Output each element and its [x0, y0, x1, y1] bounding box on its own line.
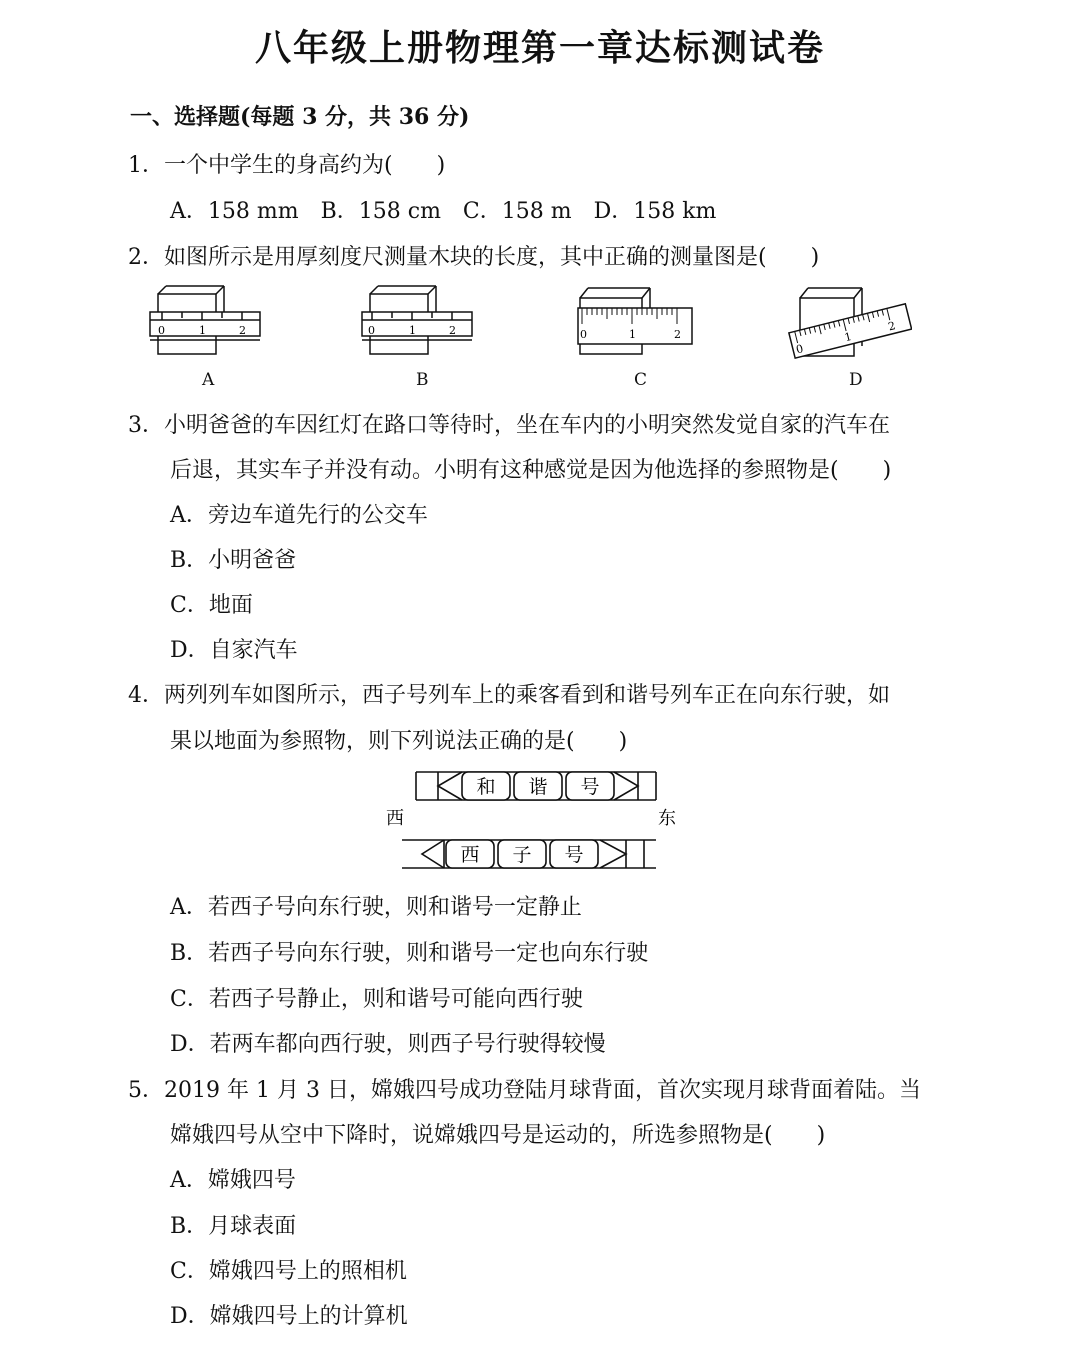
- question-2-stem: 2．如图所示是用厚刻度尺测量木块的长度，其中正确的测量图是( ): [128, 245, 820, 270]
- question-5-option-c: C．嫦娥四号上的照相机: [170, 1259, 407, 1284]
- question-3-option-b: B．小明爸爸: [170, 548, 297, 573]
- page-title: 八年级上册物理第一章达标测试卷: [254, 27, 825, 69]
- question-3-line-1: 3．小明爸爸的车因红灯在路口等待时，坐在车内的小明突然发觉自家的汽车在: [128, 413, 890, 438]
- question-5-line-1: 5．2019 年 1 月 3 日，嫦娥四号成功登陆月球背面，首次实现月球背面着陆。当: [128, 1078, 921, 1103]
- direction-east: 东: [658, 808, 676, 829]
- trains-figure: [380, 764, 700, 874]
- question-4-option-b: B．若西子号向东行驶，则和谐号一定也向东行驶: [170, 941, 649, 966]
- question-5-option-b: B．月球表面: [170, 1214, 297, 1239]
- figure-label-b: B: [416, 370, 429, 390]
- ruler-figure-b: [360, 284, 480, 364]
- ruler-a-tick-0: 0: [158, 324, 165, 337]
- ruler-b-tick-2: 2: [449, 324, 456, 337]
- section-heading: 一、选择题(每题 3 分，共 36 分): [130, 104, 470, 130]
- ruler-a-tick-2: 2: [239, 324, 246, 337]
- question-3-line-2: 后退，其实车子并没有动。小明有这种感觉是因为他选择的参照物是( ): [170, 458, 892, 483]
- ruler-c-tick-0: 0: [580, 328, 587, 341]
- ruler-a-tick-1: 1: [199, 324, 206, 337]
- train-top-car-2: 谐: [528, 776, 548, 798]
- train-bottom-car-1: 西: [460, 844, 480, 866]
- ruler-figure-c: [572, 284, 696, 364]
- figure-label-a: A: [202, 370, 215, 390]
- question-3-option-c: C．地面: [170, 593, 253, 618]
- ruler-d-tick-0: 0: [794, 342, 805, 357]
- question-4-line-1: 4．两列列车如图所示，西子号列车上的乘客看到和谐号列车正在向东行驶，如: [128, 683, 890, 708]
- ruler-c-tick-2: 2: [674, 328, 681, 341]
- question-1-options: A．158 mm B．158 cm C．158 m D．158 km: [170, 199, 717, 224]
- question-4-option-d: D．若两车都向西行驶，则西子号行驶得较慢: [170, 1032, 606, 1057]
- question-5-line-2: 嫦娥四号从空中下降时，说嫦娥四号是运动的，所选参照物是( ): [170, 1123, 826, 1148]
- ruler-d-tick-1: 1: [843, 330, 854, 345]
- ruler-c-tick-1: 1: [629, 328, 636, 341]
- ruler-figure-a: [148, 284, 268, 364]
- ruler-b-tick-0: 0: [368, 324, 375, 337]
- ruler-figure-d: [788, 282, 912, 366]
- question-3-option-d: D．自家汽车: [170, 638, 298, 663]
- train-top-car-3: 号: [580, 776, 600, 798]
- figure-label-d: D: [849, 370, 863, 390]
- ruler-d-tick-2: 2: [886, 319, 897, 334]
- question-5-option-d: D．嫦娥四号上的计算机: [170, 1304, 408, 1329]
- ruler-b-tick-1: 1: [409, 324, 416, 337]
- question-4-option-c: C．若西子号静止，则和谐号可能向西行驶: [170, 987, 583, 1012]
- question-3-option-a: A．旁边车道先行的公交车: [170, 503, 428, 528]
- train-bottom-car-2: 子: [512, 844, 532, 866]
- question-5-option-a: A．嫦娥四号: [170, 1168, 296, 1193]
- question-4-option-a: A．若西子号向东行驶，则和谐号一定静止: [170, 895, 582, 920]
- question-4-line-2: 果以地面为参照物，则下列说法正确的是( ): [170, 729, 628, 754]
- figure-label-c: C: [634, 370, 648, 390]
- direction-west: 西: [386, 808, 404, 829]
- train-bottom-car-3: 号: [564, 844, 584, 866]
- question-1-stem: 1．一个中学生的身高约为( ): [128, 153, 446, 178]
- train-top-car-1: 和: [476, 776, 496, 798]
